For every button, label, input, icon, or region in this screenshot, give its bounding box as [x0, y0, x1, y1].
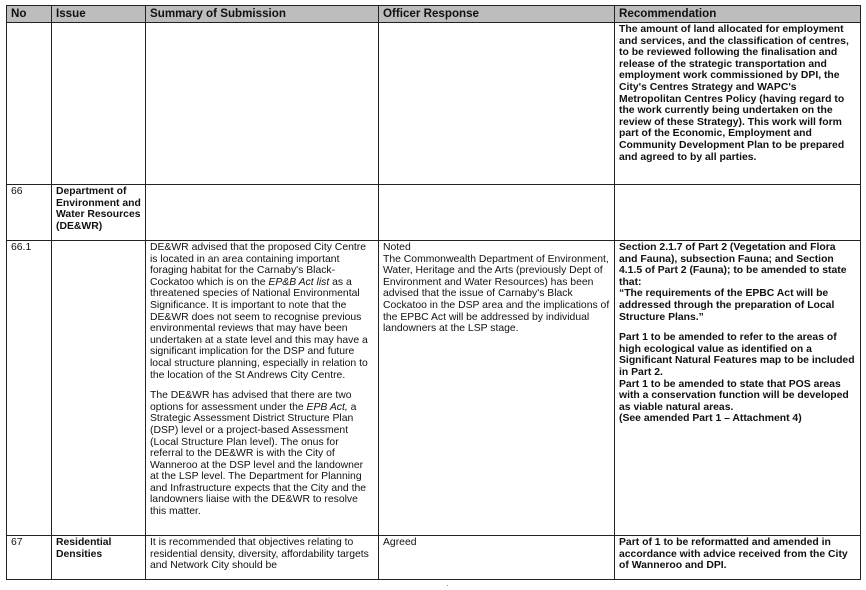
cell-recommendation [615, 185, 861, 241]
summary-text: a Strategic Assessment District Structure Plan (DSP) level or a project-based Assessment (Local Structure Plan level). The onus for referral to the DE&WR is with the City of Wanneroo at the DSP level and the landowner at the LSP level. The Department for Planning and Infrastructure expects that the City and the landowners liaise with the DE&WR to resolve this matter. [150, 401, 367, 518]
summary-paragraph [150, 390, 374, 518]
scan-speck: · [446, 581, 449, 590]
table-row [7, 241, 861, 536]
cell-issue: Department of Environment and Water Resources (DE&WR) [52, 185, 146, 241]
cell-no: 66.1 [7, 241, 52, 536]
summary-paragraph [150, 242, 374, 381]
cell-issue [52, 23, 146, 185]
table-row [7, 185, 861, 241]
cell-response [379, 241, 615, 536]
cell-recommendation: The amount of land allocated for employment and services, and the classification of centres, to be reviewed following the finalisation and release of the strategic transportation and employment work commissioned by DPI, the City's Centres Strategy and WAPC's Metropolitan Centres Policy (having regard to the work currently being undertaken on the review of these Strategy). This work will form part of the Economic, Employment and Community Development Plan to be prepared and agreed to by all parties. [615, 23, 861, 185]
recommendation-paragraph: Part 1 to be amended to state that POS areas with a conservation function will be developed as viable natural areas. [619, 378, 849, 413]
summary-italic-text: EPB Act, [306, 401, 348, 413]
cell-summary [146, 23, 379, 185]
col-header-issue: Issue [52, 6, 146, 23]
col-header-recommendation: Recommendation [615, 6, 861, 23]
table-row [7, 536, 861, 580]
recommendation-paragraph: Section 2.1.7 of Part 2 (Vegetation and Flora and Fauna), subsection Fauna; and Section 4.1.5 of Part 2 (Fauna); to be amended to state that: [619, 242, 847, 288]
recommendation-reference: (See amended Part 1 – Attachment 4) [619, 413, 802, 425]
table-header-row [7, 6, 861, 23]
col-header-no: No [7, 6, 52, 23]
summary-italic-text: EP&B Act list [268, 276, 330, 288]
response-title: Noted [383, 242, 411, 253]
cell-summary [146, 185, 379, 241]
cell-summary [146, 241, 379, 536]
cell-no [7, 23, 52, 185]
cell-no: 66 [7, 185, 52, 241]
recommendation-paragraph: Part 1 to be amended to refer to the areas of high ecological value as identified on a Significant Natural Features map to be included in Part 2. [619, 332, 855, 378]
col-header-summary: Summary of Submission [146, 6, 379, 23]
cell-response [379, 23, 615, 185]
cell-issue [52, 241, 146, 536]
response-body: The Commonwealth Department of Environment, Water, Heritage and the Arts (previously Dept of Environment and Water Resources) has been advised that the issue of Carnaby's Black Cockatoo in the DSP area and the implications of the EPBC Act will be addressed by individual landowners at the LSP stage. [383, 253, 610, 335]
summary-text: The DE&WR has advised that there are two options for assessment under the [150, 390, 352, 413]
cell-recommendation [615, 241, 861, 536]
cell-summary: It is recommended that objectives relating to residential density, diversity, affordability targets and Network City should be [146, 536, 379, 580]
summary-text: as a threatened species of National Environmental Significance. It is important to note that the DE&WR does not seem to recognise previous environmental reviews that may have been undertaken at a state level and this may have a significant implication for the DSP and future local structure planning, especially in relation to the location of the St Andrews City Centre. [150, 276, 368, 381]
cell-response: Agreed [379, 536, 615, 580]
submissions-table [6, 5, 861, 580]
cell-recommendation: Part of 1 to be reformatted and amended in accordance with advice received from the City of Wanneroo and DPI. [615, 536, 861, 580]
recommendation-quote: “The requirements of the EPBC Act will be addressed through the preparation of Local Structure Plans.” [619, 288, 835, 323]
summary-text: DE&WR advised that the proposed City Centre is located in an area containing important foraging habitat for the Carnaby's Black-Cockatoo which is on the [150, 242, 366, 288]
cell-issue: Residential Densities [52, 536, 146, 580]
cell-response [379, 185, 615, 241]
table-row [7, 23, 861, 185]
cell-no: 67 [7, 536, 52, 580]
col-header-officer-response: Officer Response [379, 6, 615, 23]
